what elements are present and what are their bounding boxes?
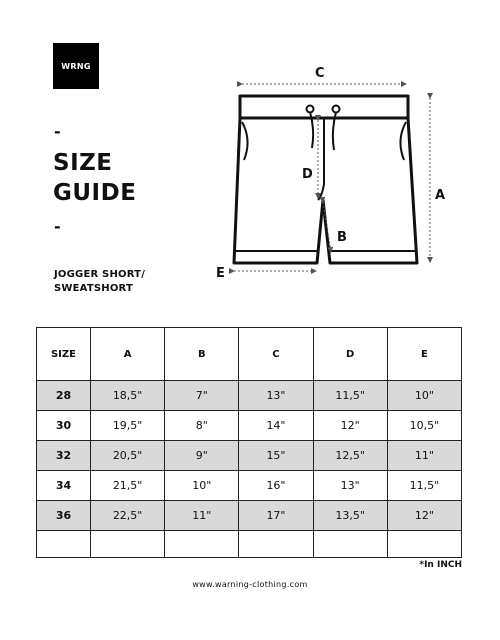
size-cell: 32 — [37, 441, 91, 471]
size-cell: 36 — [37, 501, 91, 531]
cell-b: 11" — [165, 501, 239, 531]
shorts-outline — [234, 96, 417, 263]
cell-c: 17" — [239, 501, 313, 531]
cell-a: 22,5" — [91, 501, 165, 531]
cell-d: 12" — [313, 411, 387, 441]
table-row — [37, 381, 462, 411]
brand-logo-text: WRNG — [61, 61, 91, 71]
table-row — [37, 411, 462, 441]
header-c: C — [239, 328, 313, 381]
label-d: D — [302, 167, 313, 182]
page-title-line-1: SIZE — [53, 150, 113, 176]
header-d: D — [313, 328, 387, 381]
table-row — [37, 441, 462, 471]
table-header-row — [37, 328, 462, 381]
page-title-line-2: GUIDE — [53, 180, 137, 206]
label-a: A — [435, 188, 446, 203]
cell-c: 13" — [239, 381, 313, 411]
size-cell: 28 — [37, 381, 91, 411]
size-cell: 30 — [37, 411, 91, 441]
right-pocket — [400, 122, 406, 160]
cell-a: 19,5" — [91, 411, 165, 441]
footer-website: www.warning-clothing.com — [192, 580, 308, 589]
cell-d: 13" — [313, 471, 387, 501]
label-b: B — [337, 230, 347, 245]
title-dash-top: - — [54, 122, 61, 141]
cell-e: 10,5" — [387, 411, 461, 441]
cell-b: 9" — [165, 441, 239, 471]
left-pocket — [242, 122, 248, 160]
header-b: B — [165, 328, 239, 381]
size-cell: 34 — [37, 471, 91, 501]
cell-b: 8" — [165, 411, 239, 441]
cell-e: 11" — [387, 441, 461, 471]
product-name-line-1: JOGGER SHORT/ — [54, 269, 146, 280]
header-size: SIZE — [37, 328, 91, 381]
cell-e: 12" — [387, 501, 461, 531]
product-name-line-2: SWEATSHORT — [54, 283, 133, 294]
empty-cell — [165, 531, 239, 558]
cell-c: 15" — [239, 441, 313, 471]
table-row — [37, 471, 462, 501]
cell-c: 14" — [239, 411, 313, 441]
size-table — [36, 327, 462, 558]
cell-a: 20,5" — [91, 441, 165, 471]
cell-b: 10" — [165, 471, 239, 501]
table-row — [37, 501, 462, 531]
cell-c: 16" — [239, 471, 313, 501]
empty-cell — [313, 531, 387, 558]
waistband — [240, 96, 408, 118]
shorts-body — [234, 118, 417, 263]
cell-b: 7" — [165, 381, 239, 411]
table-empty-row — [37, 531, 462, 558]
label-c: C — [315, 66, 325, 81]
empty-cell — [239, 531, 313, 558]
cell-d: 13,5" — [313, 501, 387, 531]
header-e: E — [387, 328, 461, 381]
cell-a: 18,5" — [91, 381, 165, 411]
cell-d: 11,5" — [313, 381, 387, 411]
header-a: A — [91, 328, 165, 381]
cell-e: 10" — [387, 381, 461, 411]
units-note: *In INCH — [419, 560, 462, 570]
fly-seam — [318, 118, 324, 200]
cell-d: 12,5" — [313, 441, 387, 471]
cell-a: 21,5" — [91, 471, 165, 501]
label-e: E — [216, 266, 225, 281]
empty-cell — [91, 531, 165, 558]
title-dash-bottom: - — [54, 217, 61, 236]
empty-cell — [37, 531, 91, 558]
cell-e: 11,5" — [387, 471, 461, 501]
empty-cell — [387, 531, 461, 558]
